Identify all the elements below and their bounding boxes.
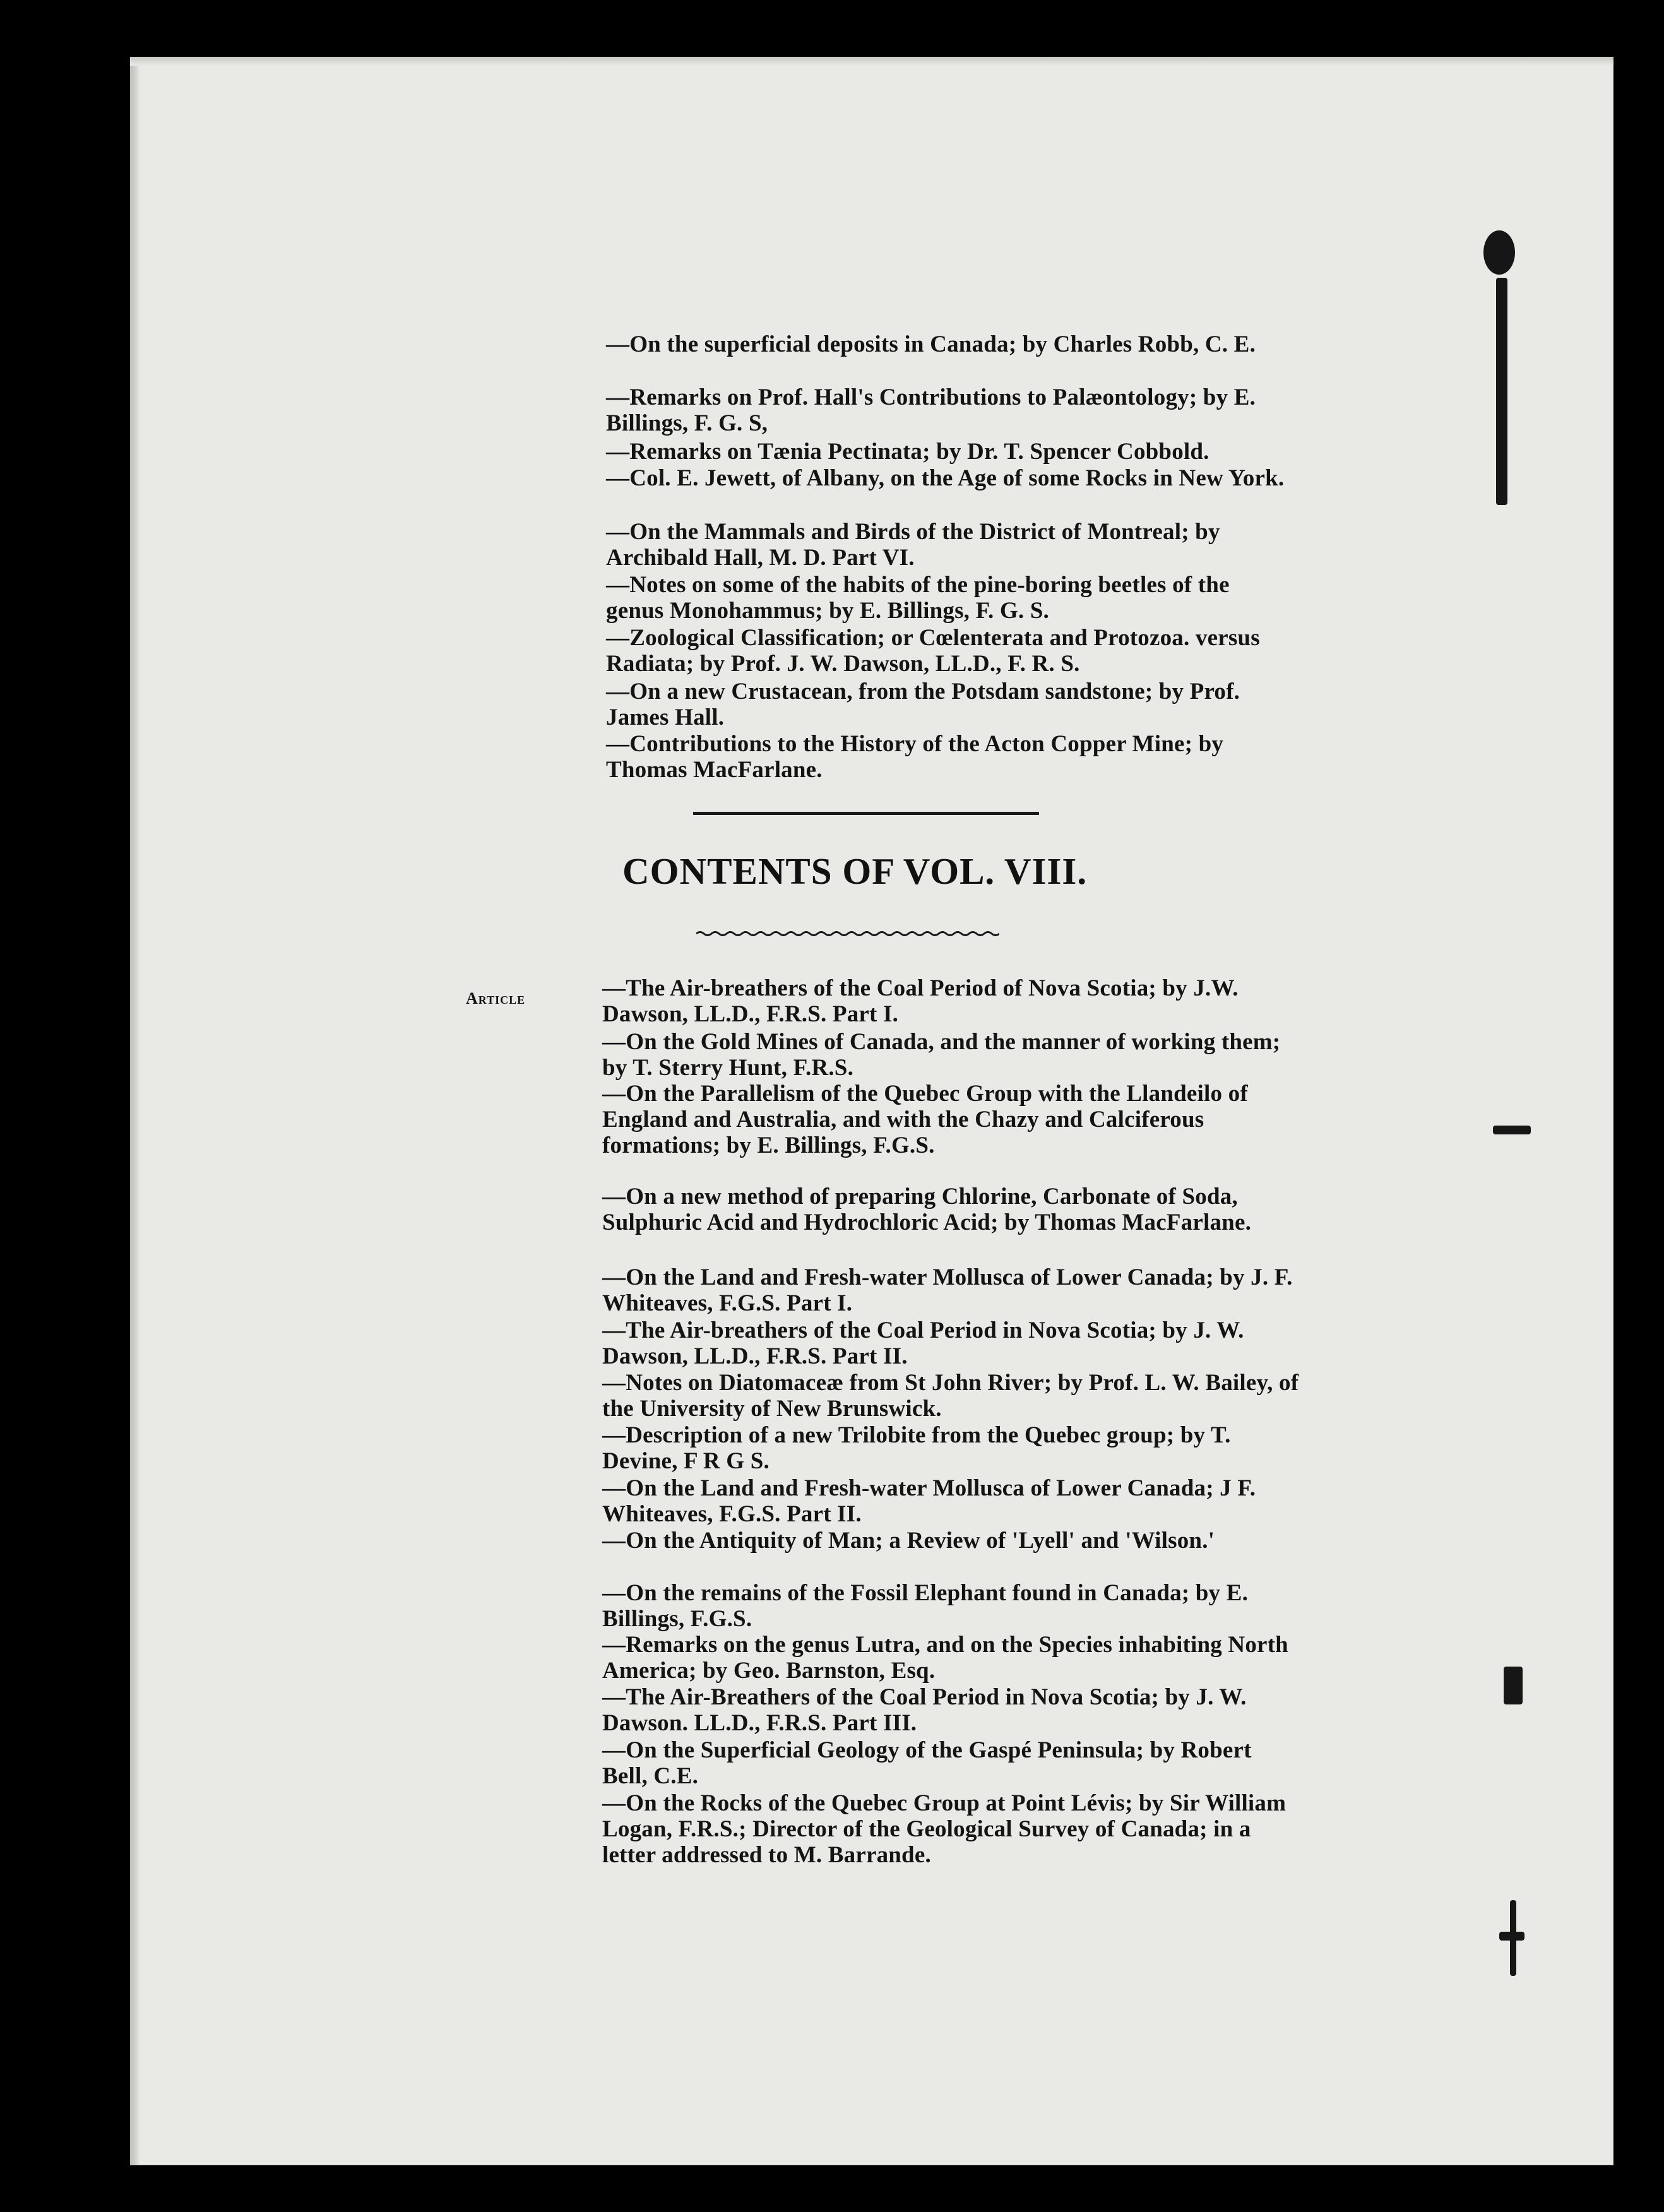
entry-text: —On a new method of preparing Chlorine, Carbonate of Soda, Sulphuric Acid and Hydrochloric Acid; by Thomas MacFarlane. (602, 1184, 1252, 1235)
entry-text: —On the Rocks of the Quebec Group at Point Lévis; by Sir William Logan, F.R.S.; Director of the Geological Survey of Canada; in a letter addressed to M. Barrande. (602, 1790, 1287, 1868)
binding-mark (1496, 278, 1507, 505)
entry-text: —On the superficial deposits in Canada; by Charles Robb, C. E. (606, 331, 1256, 357)
entry-text: —The Air-Breathers of the Coal Period in Nova Scotia; by J. W. Dawson. LL.D., F.R.S. Part III. (602, 1684, 1247, 1736)
wavy-divider (696, 931, 999, 937)
entry-text: —Remarks on the genus Lutra, and on the Species inhabiting North America; by Geo. Barnston, Esq. (602, 1632, 1288, 1684)
page-left-edge (130, 57, 139, 2165)
entry-text: —On the Land and Fresh-water Mollusca of Lower Canada; J F. Whiteaves, F.G.S. Part II. (602, 1475, 1256, 1527)
entry-text: —Description of a new Trilobite from the Quebec group; by T. Devine, F R G S. (602, 1422, 1231, 1474)
entry-text: —On the Superficial Geology of the Gaspé Peninsula; by Robert Bell, C.E. (602, 1737, 1252, 1789)
binding-mark (1483, 230, 1515, 275)
contents-heading: CONTENTS OF VOL. VIII. (622, 850, 1088, 892)
entry-text: —On the remains of the Fossil Elephant found in Canada; by E. Billings, F.G.S. (602, 1580, 1249, 1632)
entry-text: —On the Antiquity of Man; a Review of 'Lyell' and 'Wilson.' (602, 1528, 1215, 1554)
entry-text: —Notes on Diatomaceæ from St John River; by Prof. L. W. Bailey, of the University of New Brunswick. (602, 1370, 1299, 1422)
entry-text: —Col. E. Jewett, of Albany, on the Age of some Rocks in New York. (606, 465, 1285, 491)
entry-text: —Notes on some of the habits of the pine-boring beetles of the genus Monohammus; by E. Billings, F. G. S. (606, 572, 1230, 624)
entry-text: —The Air-breathers of the Coal Period of Nova Scotia; by J.W. Dawson, LL.D., F.R.S. Part I. (602, 975, 1239, 1027)
entry-text: —On a new Crustacean, from the Potsdam sandstone; by Prof. James Hall. (606, 679, 1240, 730)
entry-text: —Contributions to the History of the Acton Copper Mine; by Thomas MacFarlane. (606, 731, 1224, 783)
entry-text: —On the Parallelism of the Quebec Group with the Llandeilo of England and Australia, and with the Chazy and Calciferous formations; by E. Billings, F.G.S. (602, 1081, 1248, 1158)
entry-text: —On the Gold Mines of Canada, and the manner of working them; by T. Sterry Hunt, F.R.S. (602, 1029, 1281, 1081)
page-top-edge (130, 57, 1613, 66)
article-label: Article (466, 989, 526, 1008)
binding-mark (1504, 1667, 1523, 1704)
entry-text: —On the Land and Fresh-water Mollusca of Lower Canada; by J. F. Whiteaves, F.G.S. Part I. (602, 1264, 1293, 1316)
binding-mark (1499, 1932, 1524, 1941)
section-divider (693, 812, 1039, 815)
entry-text: —Remarks on Prof. Hall's Contributions to Palæontology; by E. Billings, F. G. S, (606, 384, 1256, 436)
entry-text: —Zoological Classification; or Cœlenterata and Protozoa. versus Radiata; by Prof. J. W. Dawson, LL.D., F. R. S. (606, 625, 1260, 677)
binding-mark (1493, 1126, 1531, 1134)
entry-text: —The Air-breathers of the Coal Period in Nova Scotia; by J. W. Dawson, LL.D., F.R.S. Part II. (602, 1317, 1244, 1369)
entry-text: —On the Mammals and Birds of the District of Montreal; by Archibald Hall, M. D. Part VI. (606, 519, 1220, 571)
entry-text: —Remarks on Tænia Pectinata; by Dr. T. Spencer Cobbold. (606, 439, 1209, 465)
